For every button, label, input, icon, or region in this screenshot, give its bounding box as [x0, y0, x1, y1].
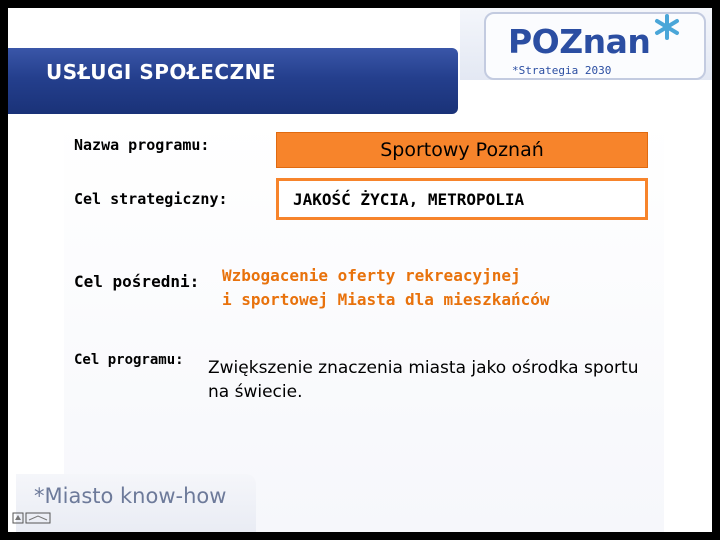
page-title: USŁUGI SPOŁECZNE	[46, 60, 276, 84]
program-goal-line-2: na świecie.	[208, 382, 303, 402]
intermediate-goal-line-2: i sportowej Miasta dla mieszkańców	[222, 290, 550, 309]
asterisk-icon	[654, 14, 680, 40]
logo-subtitle: *Strategia 2030	[512, 64, 612, 77]
footer-brand: *Miasto know-how	[34, 484, 227, 508]
poznan-logo	[484, 12, 706, 80]
slide	[8, 8, 712, 532]
strategic-goal-field	[276, 178, 648, 220]
strategic-goal-label: Cel strategiczny:	[74, 190, 228, 208]
intermediate-goal-label: Cel pośredni:	[74, 272, 200, 291]
logo-wordmark: POZnan	[508, 22, 651, 61]
slide-navigation-icon	[12, 508, 52, 526]
intermediate-goal-line-1: Wzbogacenie oferty rekreacyjnej	[222, 266, 521, 285]
strategic-goal-value: JAKOŚĆ ŻYCIA, METROPOLIA	[293, 189, 525, 209]
program-goal-line-1: Zwiększenie znaczenia miasta jako ośrodka sportu	[208, 358, 639, 378]
program-name-label: Nazwa programu:	[74, 136, 210, 154]
program-name-field	[276, 132, 648, 168]
program-goal-label: Cel programu:	[74, 352, 184, 368]
program-name-value: Sportowy Poznań	[380, 139, 544, 161]
